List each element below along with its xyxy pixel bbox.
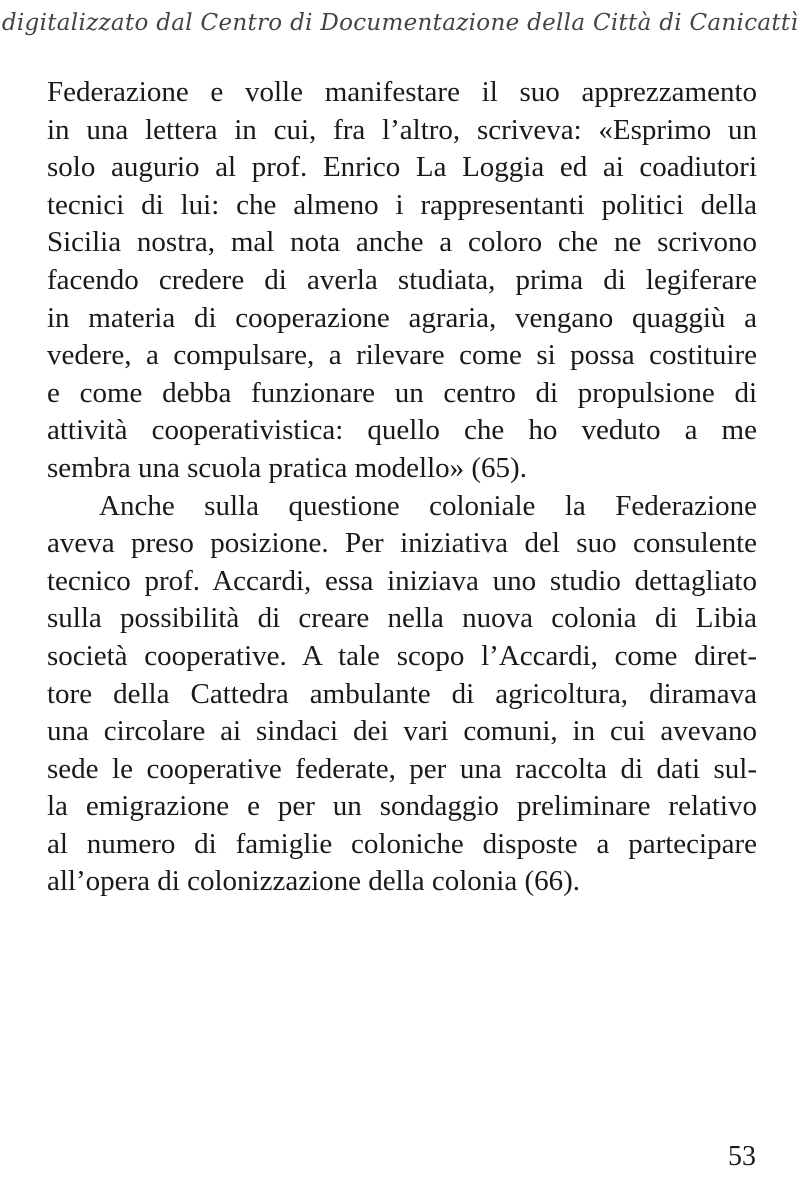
text-line: una circolare ai sindaci dei vari comuni, in cui avevano <box>47 715 757 748</box>
paragraph-2 <box>47 488 757 902</box>
page-body <box>47 74 757 901</box>
text-line: in una lettera in cui, fra l’altro, scriveva: «Esprimo un <box>47 113 757 146</box>
text-line: tecnici di lui: che almeno i rappresentanti politici della <box>47 188 757 221</box>
paragraph-1 <box>47 74 757 488</box>
text-line: attività cooperativistica: quello che ho veduto a me <box>47 414 757 447</box>
page-number: 53 <box>728 1141 756 1172</box>
text-line: vedere, a compulsare, a rilevare come si possa costituire <box>47 339 757 372</box>
text-line: sede le cooperative federate, per una raccolta di dati sul- <box>47 752 757 785</box>
text-line: sulla possibilità di creare nella nuova colonia di Libia <box>47 602 757 635</box>
text-line: Anche sulla questione coloniale la Federazione <box>99 489 757 522</box>
digitization-watermark: digitalizzato dal Centro di Documentazione della Città di Canicattì <box>1 10 799 36</box>
text-line: solo augurio al prof. Enrico La Loggia ed ai coadiutori <box>47 151 757 184</box>
text-line: Sicilia nostra, mal nota anche a coloro che ne scrivono <box>47 226 757 259</box>
text-line: facendo credere di averla studiata, prima di legiferare <box>47 263 757 296</box>
text-line: e come debba funzionare un centro di propulsione di <box>47 376 757 409</box>
text-line: società cooperative. A tale scopo l’Accardi, come diret- <box>47 639 757 672</box>
text-line: sembra una scuola pratica modello» (65). <box>47 451 527 484</box>
text-line: in materia di cooperazione agraria, vengano quaggiù a <box>47 301 757 334</box>
text-line: aveva preso posizione. Per iniziativa del suo consulente <box>47 527 757 560</box>
text-line: al numero di famiglie coloniche disposte a partecipare <box>47 827 757 860</box>
text-line: Federazione e volle manifestare il suo apprezzamento <box>47 76 757 108</box>
text-line: tore della Cattedra ambulante di agricoltura, diramava <box>47 677 757 710</box>
text-line: la emigrazione e per un sondaggio preliminare relativo <box>47 790 757 823</box>
text-line: all’opera di colonizzazione della colonia (66). <box>47 865 581 898</box>
text-line: tecnico prof. Accardi, essa iniziava uno studio dettagliato <box>47 564 757 597</box>
